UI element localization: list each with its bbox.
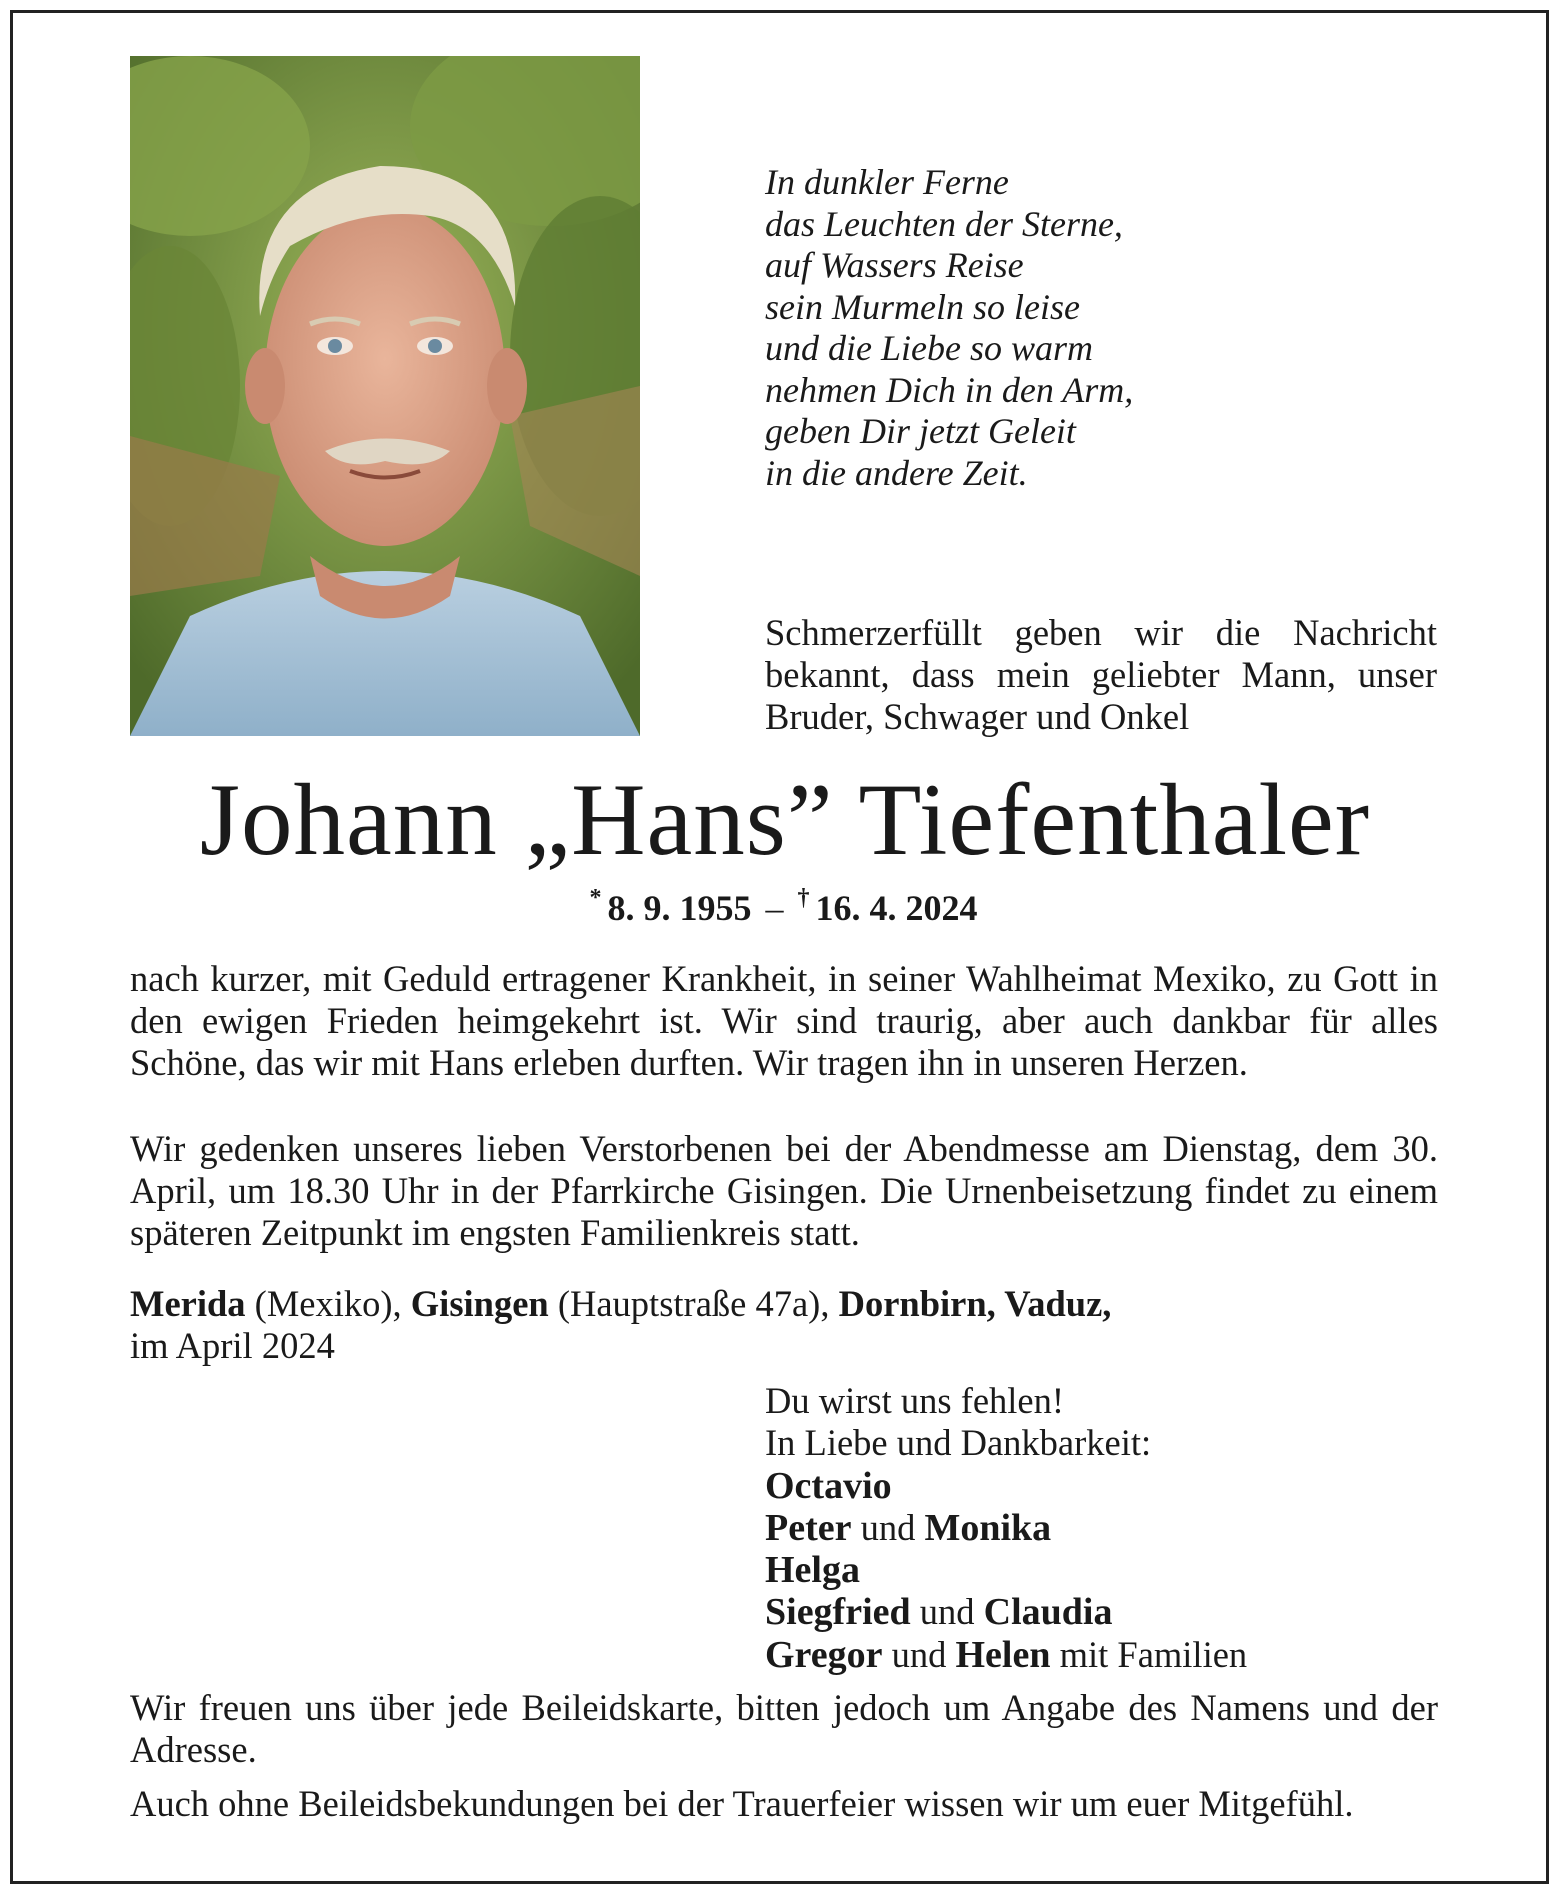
families-text: mit Familien xyxy=(1050,1633,1248,1675)
mourner-line xyxy=(765,1465,1437,1507)
mourner-name: Helga xyxy=(765,1549,860,1592)
signoff-line: Du wirst uns fehlen! xyxy=(765,1380,1065,1421)
mourner-line xyxy=(765,1507,1437,1549)
place-note: (Hauptstraße 47a), xyxy=(548,1283,839,1324)
place-dornbirn-vaduz: Dornbirn, Vaduz, xyxy=(838,1283,1112,1324)
life-dates xyxy=(0,887,1567,929)
mourner-name: Siegfried xyxy=(765,1591,911,1634)
poem-line: in die andere Zeit. xyxy=(765,452,1028,493)
date-line: im April 2024 xyxy=(130,1325,335,1366)
mourner-line xyxy=(765,1549,1437,1591)
place-merida: Merida xyxy=(130,1283,246,1324)
signoff-line: In Liebe und Dankbarkeit: xyxy=(765,1422,1152,1464)
signoff xyxy=(765,1380,1437,1676)
poem-line: das Leuchten der Sterne, xyxy=(765,203,1123,244)
poem-line: In dunkler Ferne xyxy=(765,162,1009,202)
paragraph-mass: Wir gedenken unseres lieben Verstorbenen bei der Abendmesse am Dienstag, dem 30. April, um 18.30 Uhr in der Pfarrkirche Gisingen. Die Urnenbeisetzung findet zu einem späteren Zeitpunkt im engsten Familienkreis statt. xyxy=(130,1128,1438,1253)
mourner-name: Claudia xyxy=(983,1591,1113,1634)
place-note: (Mexiko), xyxy=(245,1283,411,1324)
conjunction: und xyxy=(851,1506,925,1548)
mourner-name: Gregor xyxy=(765,1633,883,1676)
poem-line: nehmen Dich in den Arm, xyxy=(765,369,1134,410)
paragraph-condolence-cards: Wir freuen uns über jede Beileidskarte, bitten jedoch um Angabe des Namens und der Adresse. xyxy=(130,1687,1438,1770)
date-separator: – xyxy=(765,888,784,928)
poem-line: sein Murmeln so leise xyxy=(765,286,1080,327)
mourner-name: Peter xyxy=(765,1506,852,1549)
announcement-intro: Schmerzerfüllt geben wir die Nachricht bekannt, dass mein geliebter Mann, unser Bruder, Schwager und Onkel xyxy=(765,612,1437,737)
birth-date: 8. 9. 1955 xyxy=(607,888,752,928)
death-symbol: † xyxy=(797,885,810,911)
place-gisingen: Gisingen xyxy=(410,1283,549,1324)
places-and-date xyxy=(130,1283,1438,1367)
poem-line: auf Wassers Reise xyxy=(765,245,1024,285)
birth-symbol: * xyxy=(589,885,602,911)
mourner-line xyxy=(765,1634,1437,1676)
mourner-line xyxy=(765,1591,1437,1633)
poem xyxy=(765,162,1325,494)
poem-line: und die Liebe so warm xyxy=(765,328,1093,368)
conjunction: und xyxy=(910,1591,984,1633)
poem-line: geben Dir jetzt Geleit xyxy=(765,411,1076,451)
mourner-name: Monika xyxy=(924,1506,1052,1549)
places-line xyxy=(130,1283,1438,1325)
deceased-name: Johann „Hans” Tiefenthaler xyxy=(199,763,1371,877)
portrait-illustration xyxy=(130,56,640,736)
paragraph-sympathy: Auch ohne Beileidsbekundungen bei der Trauerfeier wissen wir um euer Mitgefühl. xyxy=(130,1783,1354,1824)
death-date: 16. 4. 2024 xyxy=(815,888,978,928)
mourner-name: Helen xyxy=(955,1633,1051,1676)
mourner-name: Octavio xyxy=(765,1464,892,1507)
portrait-photo xyxy=(130,56,640,736)
conjunction: und xyxy=(882,1633,956,1675)
paragraph-illness: nach kurzer, mit Geduld ertragener Krankheit, in seiner Wahlheimat Mexiko, zu Gott in den ewigen Frieden heimgekehrt ist. Wir sind traurig, aber auch dankbar für alles Schöne, das wir mit Hans erleben durften. Wir tragen ihn in unseren Herzen. xyxy=(130,958,1438,1083)
